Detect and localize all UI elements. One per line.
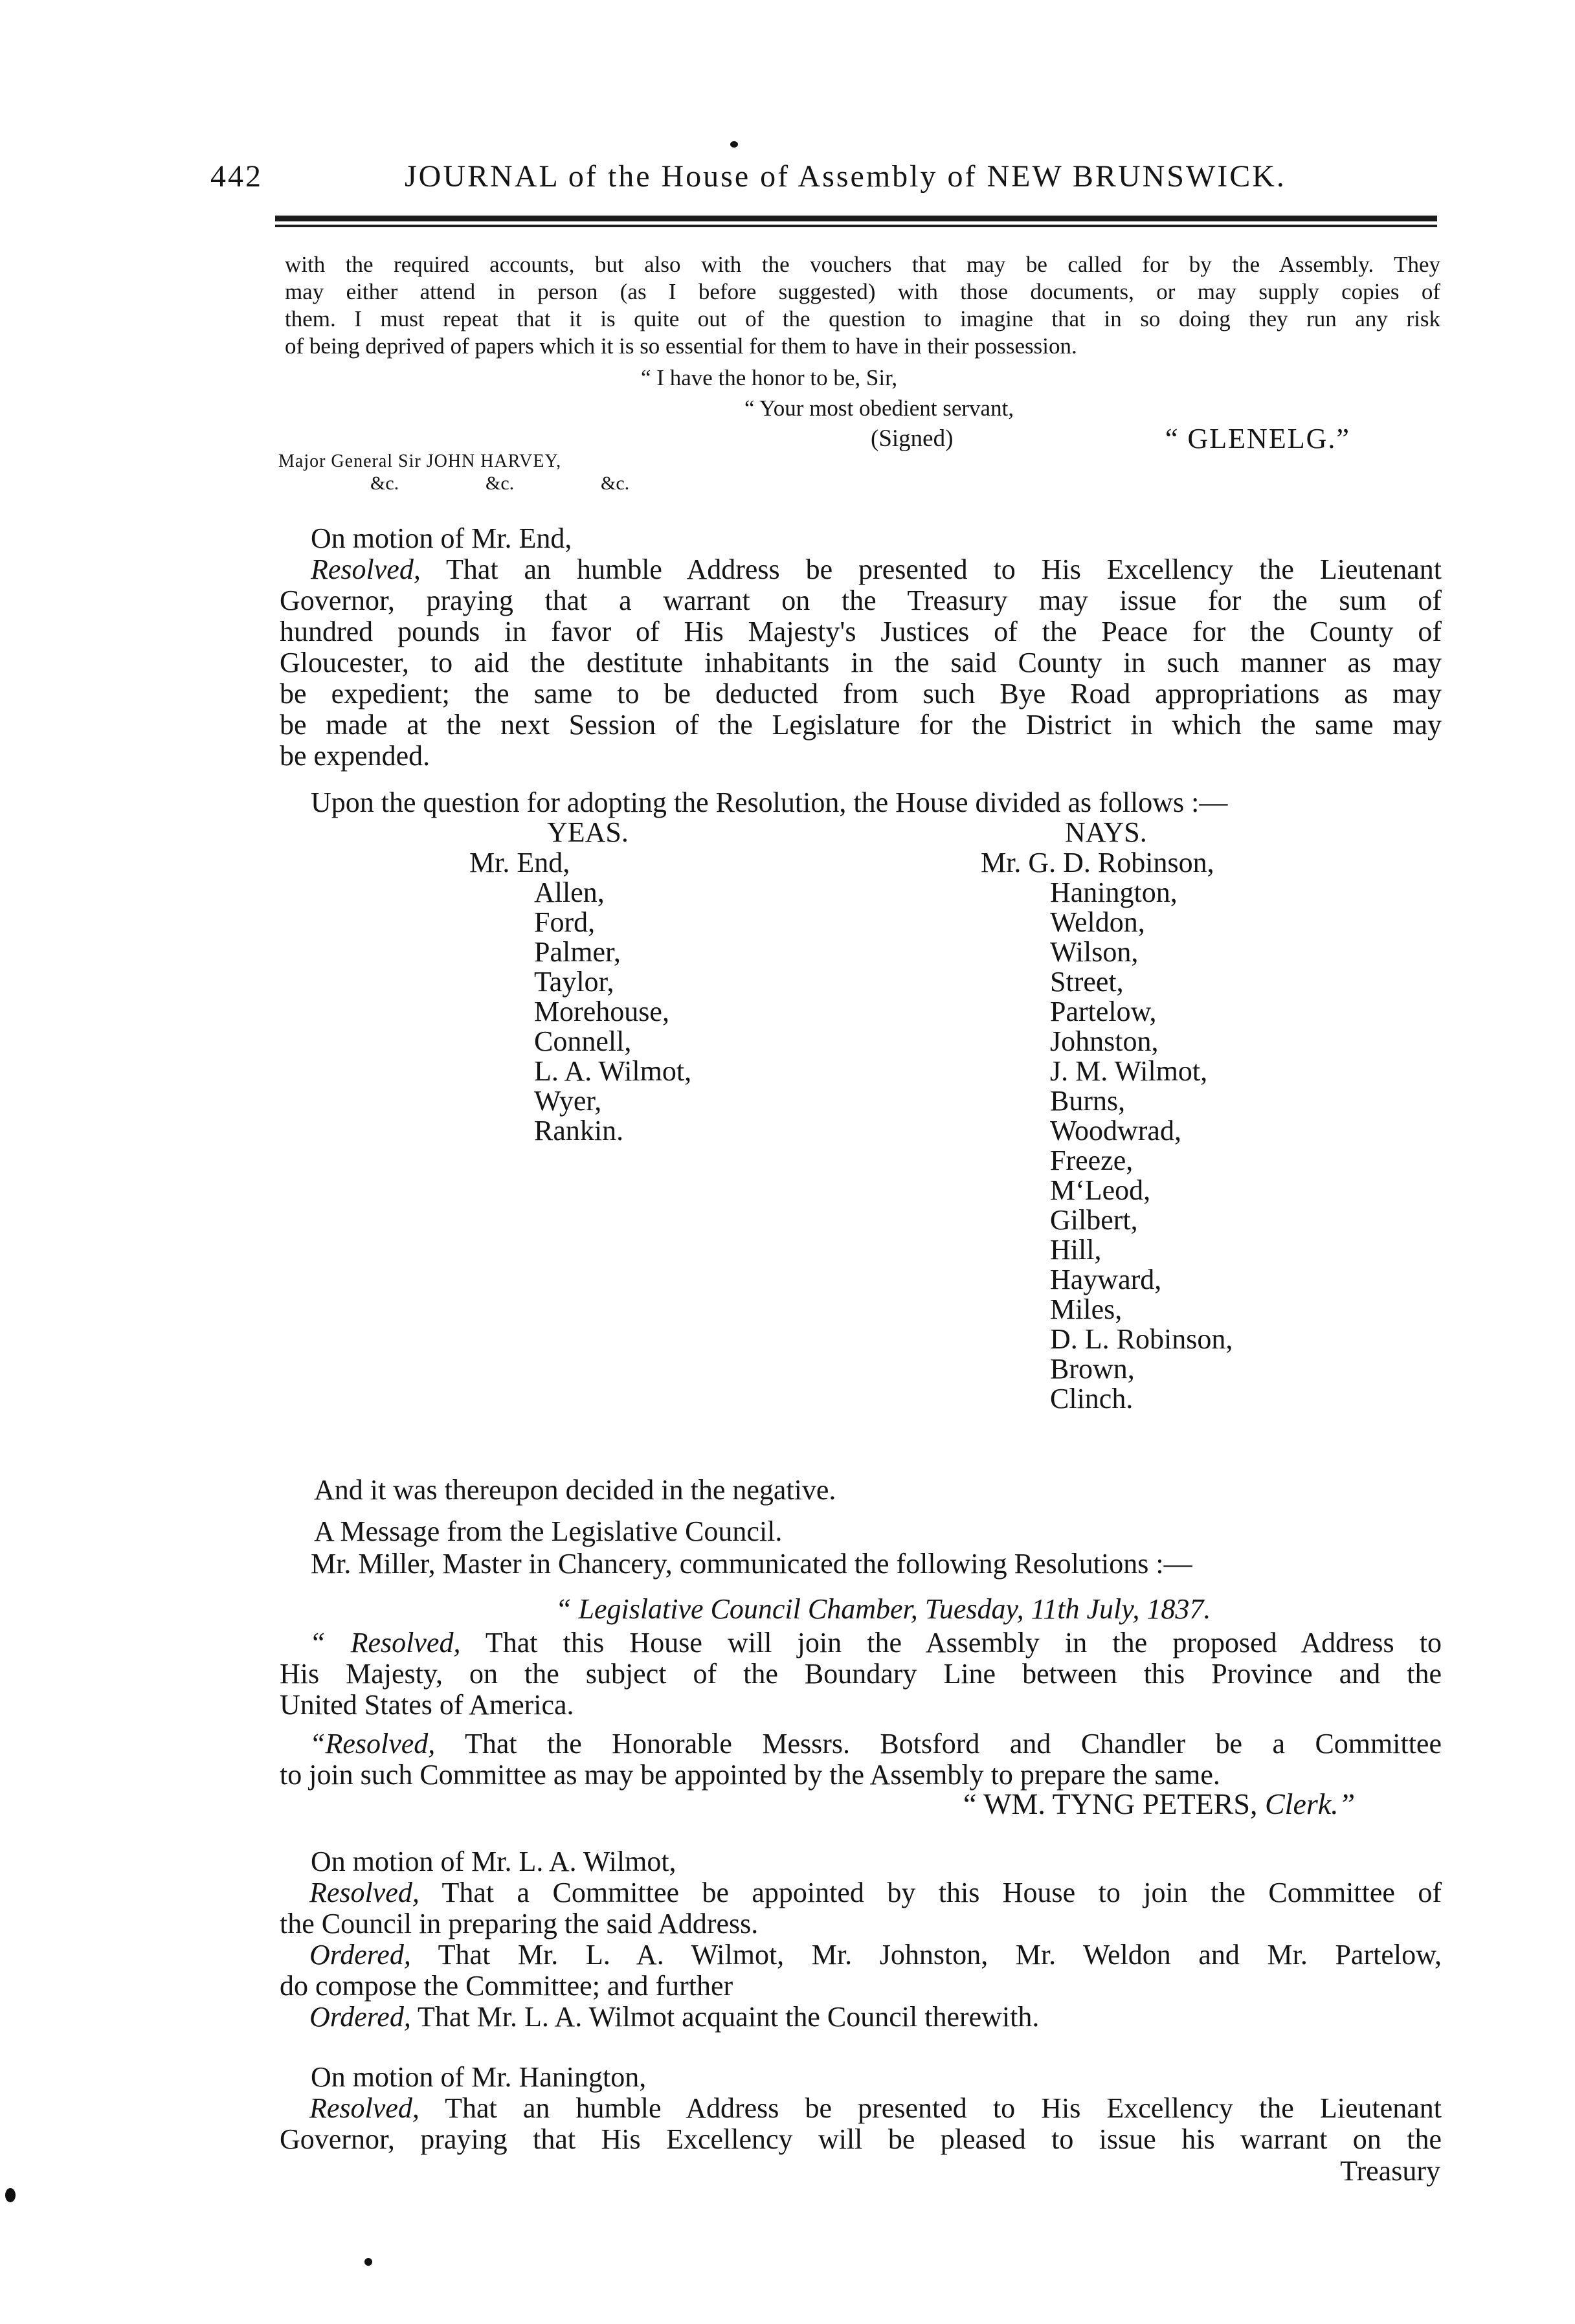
motion-intro: On motion of Mr. Hanington, [311,2061,647,2093]
nay-name: Freeze, [1050,1145,1134,1176]
yea-name: Taylor, [534,966,614,998]
letter-line: them. I must repeat that it is quite out of the question to imagine that in so doing they run any risk [285,306,1440,331]
nay-name: Street, [1050,966,1124,998]
motion-resolution [280,554,1442,772]
nay-name: Woodwrad, [1050,1115,1181,1146]
nay-name: Hanington, [1050,877,1178,908]
bottom-ink-mark [364,2258,372,2266]
nay-name: J. M. Wilmot, [1050,1055,1208,1087]
nay-name: Burns, [1050,1085,1126,1117]
nay-name: Miles, [1050,1293,1123,1325]
yea-name: Allen, [534,877,605,908]
council-resolution-first-line [280,1728,1442,1760]
nay-name: Clinch. [1050,1383,1134,1414]
motion-intro: On motion of Mr. L. A. Wilmot, [311,1846,676,1877]
motion-resolution [280,1877,1442,2033]
resolved-label: Resolved, [309,2092,419,2124]
motion-intro: On motion of Mr. End, [311,522,572,554]
resolution-first-line [280,554,1442,585]
resolution-line: Gloucester, to aid the destitute inhabitants in the said County in such manner as may [280,647,1442,678]
resolution-line: be expended. [280,740,430,772]
resolved-label: “ Resolved, [309,1627,461,1659]
resolution-line: the Council in preparing the said Address. [280,1908,759,1939]
letter-line-last: of being deprived of papers which it is so essential for them to have in their possession. [285,333,1077,359]
letter-addressee: Major General Sir JOHN HARVEY, [278,451,562,471]
running-header [210,159,1434,210]
nay-name: Hill, [1050,1234,1102,1266]
council-signoff [963,1789,1355,1820]
resolution-first-line [280,2093,1442,2124]
message-intro: Mr. Miller, Master in Chancery, communicated the following Resolutions :— [311,1548,1192,1580]
nay-name: Mr. G. D. Robinson, [981,847,1214,878]
message-dateline: “ Legislative Council Chamber, Tuesday, 11th July, 1837. [555,1593,1211,1625]
clerk-title: Clerk.” [1264,1787,1356,1820]
letter-line: may either attend in person (as I before suggested) with those documents, or may supply copies of [285,279,1440,304]
motion-resolution [280,2093,1442,2155]
nay-name: Wilson, [1050,936,1139,968]
etc-mark: &c. [486,473,515,494]
order-second [280,2002,1442,2033]
resolution-line: be expedient; the same to be deducted from such Bye Road appropriations as may [280,678,1442,709]
page-title: JOURNAL of the House of Assembly of NEW BRUNSWICK. [405,159,1286,194]
order-text: That Mr. L. A. Wilmot, Mr. Johnston, Mr. Weldon and Mr. Partelow, [438,1939,1442,1971]
letter-signature: “ GLENELG.” [1165,423,1350,454]
resolution-line: Governor, praying that a warrant on the Treasury may issue for the sum of [280,585,1442,616]
margin-ink-mark [5,2188,16,2202]
nay-name: Brown, [1050,1353,1135,1385]
resolution-text: That an humble Address be presented to His Excellency the Lieutenant [445,553,1442,585]
nay-name: Weldon, [1050,906,1145,938]
etc-mark: &c. [601,473,630,494]
division-intro: Upon the question for adopting the Resolution, the House divided as follows :— [311,787,1228,818]
resolution-text: That the Honorable Messrs. Botsford and Chandler be a Committee [464,1728,1442,1760]
clerk-name: “ WM. TYNG PETERS, [963,1787,1258,1820]
letter-closing: “ I have the honor to be, Sir, [641,365,898,390]
ordered-label: Ordered, [309,1939,411,1971]
resolution-line: hundred pounds in favor of His Majesty's Justices of the Peace for the County of [280,616,1442,647]
top-ink-mark [730,141,738,148]
yea-name: Morehouse, [534,996,669,1027]
order-line: do compose the Committee; and further [280,1970,733,2002]
nay-name: Hayward, [1050,1264,1162,1295]
resolved-label: “Resolved, [309,1728,436,1760]
header-rule-thick [275,216,1437,221]
catchword: Treasury [1340,2155,1440,2187]
council-resolution-2 [280,1728,1442,1791]
etc-mark: &c. [370,473,399,494]
resolution-text: That this House will join the Assembly in the proposed Address to [485,1627,1442,1659]
yea-name: Ford, [534,906,596,938]
yea-name: Wyer, [534,1085,602,1117]
yea-name: Connell, [534,1025,632,1057]
resolution-line: Governor, praying that His Excellency will be pleased to issue his warrant on the [280,2123,1442,2155]
resolution-line: to join such Committee as may be appointed by the Assembly to prepare the same. [280,1759,1220,1791]
yeas-list [469,848,691,1146]
nay-name: Partelow, [1050,996,1157,1027]
yea-name: L. A. Wilmot, [534,1055,692,1087]
nay-name: M‘Leod, [1050,1174,1151,1206]
letter-closing: “ Your most obedient servant, [744,396,1014,421]
signed-label: (Signed) [871,425,954,452]
yea-name: Palmer, [534,936,621,968]
page-number: 442 [210,159,263,194]
order-first-line [280,1939,1442,1971]
nay-name: Johnston, [1050,1025,1159,1057]
resolution-line: His Majesty, on the subject of the Boundary Line between this Province and the [280,1658,1442,1690]
nay-name: Gilbert, [1050,1204,1138,1236]
resolved-label: Resolved, [309,1877,419,1908]
division-outcome: And it was thereupon decided in the negative. [314,1474,836,1506]
resolution-line: be made at the next Session of the Legislature for the District in which the same may [280,709,1442,741]
order-text: That Mr. L. A. Wilmot acquaint the Council therewith. [418,2001,1040,2033]
message-heading: A Message from the Legislative Council. [314,1515,783,1547]
nays-list [981,848,1233,1414]
ordered-label: Ordered, [309,2001,411,2033]
yea-name: Rankin. [534,1115,624,1146]
resolution-text: That an humble Address be presented to His Excellency the Lieutenant [445,2092,1442,2124]
resolution-first-line [280,1877,1442,1908]
nays-heading: NAYS. [1065,816,1147,848]
letter-body [285,251,1440,333]
council-resolution-1 [280,1627,1442,1721]
letter-line: with the required accounts, but also with the vouchers that may be called for by the Assembly. They [285,252,1440,277]
resolution-text: That a Committee be appointed by this House to join the Committee of [441,1877,1442,1908]
yea-name: Mr. End, [469,847,570,878]
resolved-label: Resolved, [311,553,421,585]
resolution-line: United States of America. [280,1689,574,1721]
nay-name: D. L. Robinson, [1050,1323,1233,1355]
header-rule-thin [275,225,1437,227]
council-resolution-first-line [280,1627,1442,1659]
yeas-heading: YEAS. [547,816,629,848]
